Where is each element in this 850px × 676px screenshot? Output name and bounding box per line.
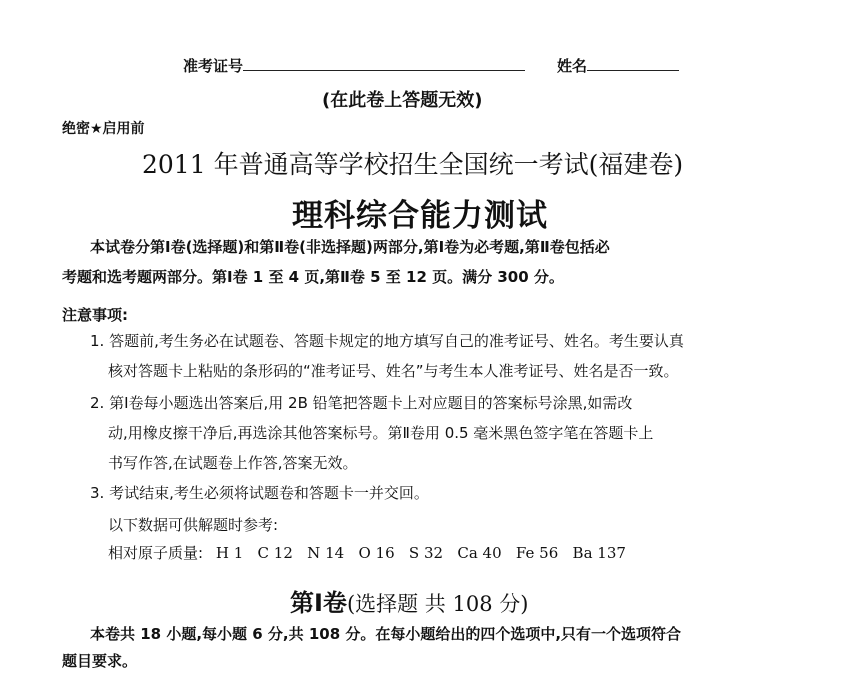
page-subtitle: 理科综合能力测试 [292, 198, 548, 234]
secret-mark: 绝密★启用前 [62, 121, 145, 137]
exam-id-label: 准考证号 [183, 57, 244, 75]
section-desc: 本卷共 18 小题,每小题 6 分,共 108 分。在每小题给出的四个选项中,只有一个选项符合 [90, 625, 682, 643]
reference-label: 相对原子质量: [108, 544, 204, 562]
name-blank [587, 70, 679, 71]
intro-line-1: 本试卷分第Ⅰ卷(选择题)和第Ⅱ卷(非选择题)两部分,第Ⅰ卷为必考题,第Ⅱ卷包括必 [90, 238, 610, 256]
intro-line-2: 考题和选考题两部分。第Ⅰ卷 1 至 4 页,第Ⅱ卷 5 至 12 页。满分 300 分。 [62, 268, 564, 286]
exam-id-row [183, 55, 525, 76]
reference-line-1: 以下数据可供解题时参考: [108, 516, 279, 534]
section-title [290, 583, 528, 618]
notice-item-2-line-2: 动,用橡皮擦干净后,再选涂其他答案标号。第Ⅱ卷用 0.5 毫米黑色签字笔在答题卡上 [108, 424, 654, 442]
notice-heading: 注意事项: [62, 306, 128, 324]
notice-item-1-line-1: 1. 答题前,考生务必在试题卷、答题卡规定的地方填写自己的准考证号、姓名。考生要认真 [90, 332, 684, 350]
notice-item-2-line-1: 2. 第Ⅰ卷每小题选出答案后,用 2B 铅笔把答题卡上对应题目的答案标号涂黑,如需改 [90, 394, 633, 412]
notice-item-1-line-2: 核对答题卡上粘贴的条形码的“准考证号、姓名”与考生本人准考证号、姓名是否一致。 [108, 362, 679, 380]
section-desc-cut: 题目要求。 [62, 652, 138, 670]
notice-item-3-line-1: 3. 考试结束,考生必须将试题卷和答题卡一并交回。 [90, 484, 429, 502]
invalid-note: (在此卷上答题无效) [322, 90, 483, 111]
reference-masses-row [108, 538, 626, 568]
reference-masses: H 1 C 12 N 14 O 16 S 32 Ca 40 Fe 56 Ba 137 [215, 544, 626, 562]
name-row [557, 55, 679, 76]
section-title-main: 第Ⅰ卷 [290, 589, 347, 617]
name-label: 姓名 [557, 57, 588, 75]
section-title-sub: (选择题 共 108 分) [346, 592, 529, 616]
exam-id-blank [243, 70, 525, 71]
page-title: 2011 年普通高等学校招生全国统一考试(福建卷) [142, 150, 684, 179]
notice-item-2-line-3: 书写作答,在试题卷上作答,答案无效。 [108, 454, 358, 472]
